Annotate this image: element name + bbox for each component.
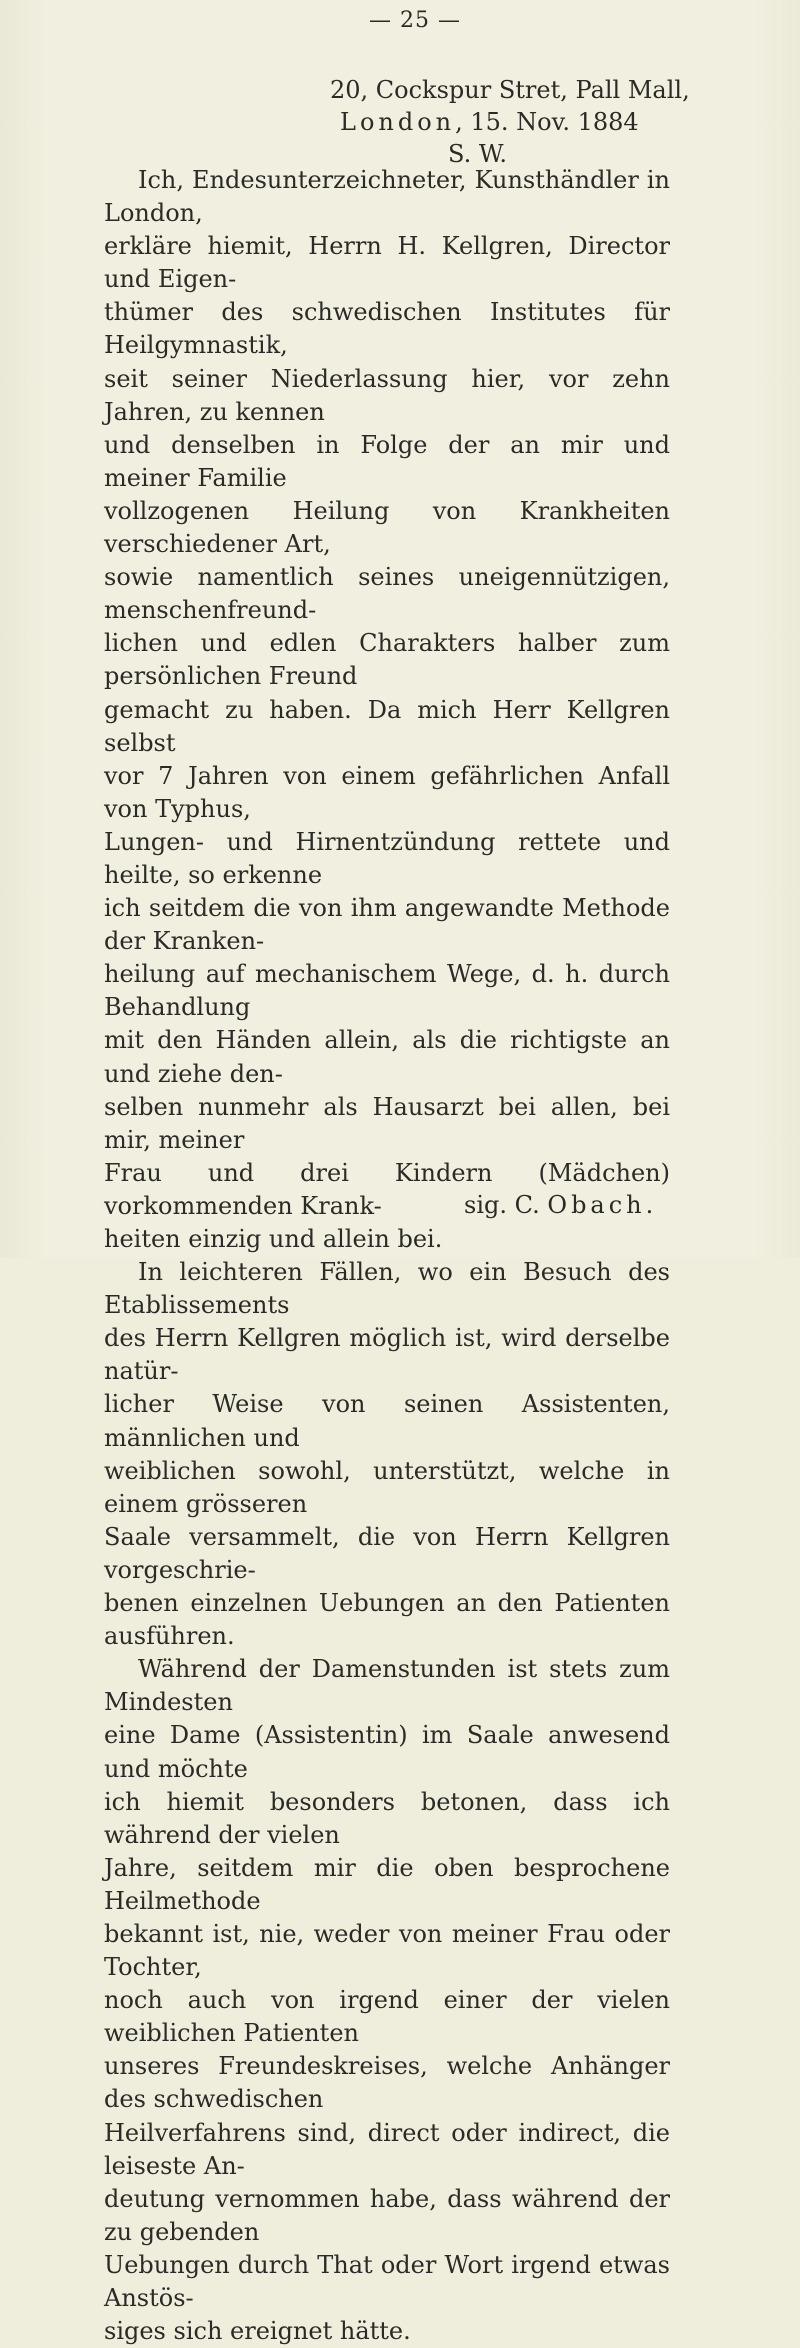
text-line: Während der Damenstunden ist stets zum Mindesten — [104, 1655, 670, 1717]
text-line: ich hiemit besonders betonen, dass ich während der vielen — [104, 1787, 670, 1849]
signature-prefix: sig. C. — [464, 1191, 540, 1219]
text-line: deutung vernommen habe, dass während der zu gebenden — [104, 2184, 670, 2246]
paragraph-1 — [104, 164, 670, 1256]
text-line: Lungen- und Hirnentzündung rettete und heilte, so erkenne — [104, 827, 670, 889]
text-line: vor 7 Jahren von einem gefährlichen Anfall von Typhus, — [104, 761, 670, 823]
text-line: In leichteren Fällen, wo ein Besuch des Etablissements — [104, 1258, 670, 1320]
text-line: noch auch von irgend einer der vielen weiblichen Patienten — [104, 1986, 670, 2048]
text-line: thümer des schwedischen Institutes für Heilgymnastik, — [104, 298, 670, 360]
text-line: unseres Freundeskreises, welche Anhänger des schwedischen — [104, 2052, 670, 2114]
text-line: Frau und drei Kindern (Mädchen) vorkommenden Krank- — [104, 1158, 670, 1220]
text-line: heiten einzig und allein bei. — [104, 1225, 443, 1253]
signature-name: Obach. — [547, 1191, 658, 1219]
header-date: , 15. Nov. 1884 — [455, 108, 639, 136]
text-line: des Herrn Kellgren möglich ist, wird derselbe natür- — [104, 1324, 670, 1386]
text-line: Jahre, seitdem mir die oben besprochene Heilmethode — [104, 1853, 670, 1915]
text-line: heilung auf mechanischem Wege, d. h. durch Behandlung — [104, 960, 670, 1022]
text-line: licher Weise von seinen Assistenten, männlichen und — [104, 1390, 670, 1452]
text-line: bekannt ist, nie, weder von meiner Frau oder Tochter, — [104, 1919, 670, 1982]
text-line: Heilverfahrens sind, direct oder indirect, die leiseste An- — [104, 2118, 670, 2180]
text-line: selben nunmehr als Hausarzt bei allen, bei mir, meiner — [104, 1092, 670, 1154]
text-line: benen einzelnen Uebungen an den Patienten ausführen. — [104, 1589, 670, 1651]
text-line: Uebungen durch That oder Wort irgend etwas Anstös- — [104, 2250, 670, 2312]
text-line: siges sich ereignet hätte. — [104, 2317, 411, 2346]
text-line: sowie namentlich seines uneigennützigen, menschenfreund- — [104, 563, 670, 625]
text-line: seit seiner Niederlassung hier, vor zehn Jahren, zu kennen — [104, 364, 670, 426]
letter-body — [104, 164, 670, 2348]
text-line: mit den Händen allein, als die richtigste an und ziehe den- — [104, 1026, 670, 1088]
text-line: gemacht zu haben. Da mich Herr Kellgren selbst — [104, 695, 670, 757]
text-line: ich seitdem die von ihm angewandte Methode der Kranken- — [104, 894, 670, 956]
header-district: S. W. — [448, 140, 507, 168]
signature — [464, 1191, 657, 1219]
text-line: und denselben in Folge der an mir und meiner Familie — [104, 430, 670, 492]
page-number: — 25 — — [369, 8, 461, 33]
paragraph-2 — [104, 1256, 670, 1653]
paragraph-3 — [104, 1653, 670, 2348]
text-line: eine Dame (Assistentin) im Saale anwesend und möchte — [104, 1721, 670, 1783]
letter-header — [330, 74, 690, 170]
text-line: Ich, Endesunterzeichneter, Kunsthändler in London, — [104, 166, 670, 228]
header-city-date — [330, 106, 690, 138]
header-city: London — [340, 108, 456, 136]
text-line: erkläre hiemit, Herrn H. Kellgren, Director und Eigen- — [104, 232, 670, 294]
text-line: vollzogenen Heilung von Krankheiten verschiedener Art, — [104, 496, 670, 559]
text-line: weiblichen sowohl, unterstützt, welche in einem grösseren — [104, 1456, 670, 1518]
text-line: Saale versammelt, die von Herrn Kellgren vorgeschrie- — [104, 1522, 670, 1584]
text-line: lichen und edlen Charakters halber zum persönlichen Freund — [104, 629, 670, 691]
header-address: 20, Cockspur Stret, Pall Mall, — [330, 76, 690, 104]
